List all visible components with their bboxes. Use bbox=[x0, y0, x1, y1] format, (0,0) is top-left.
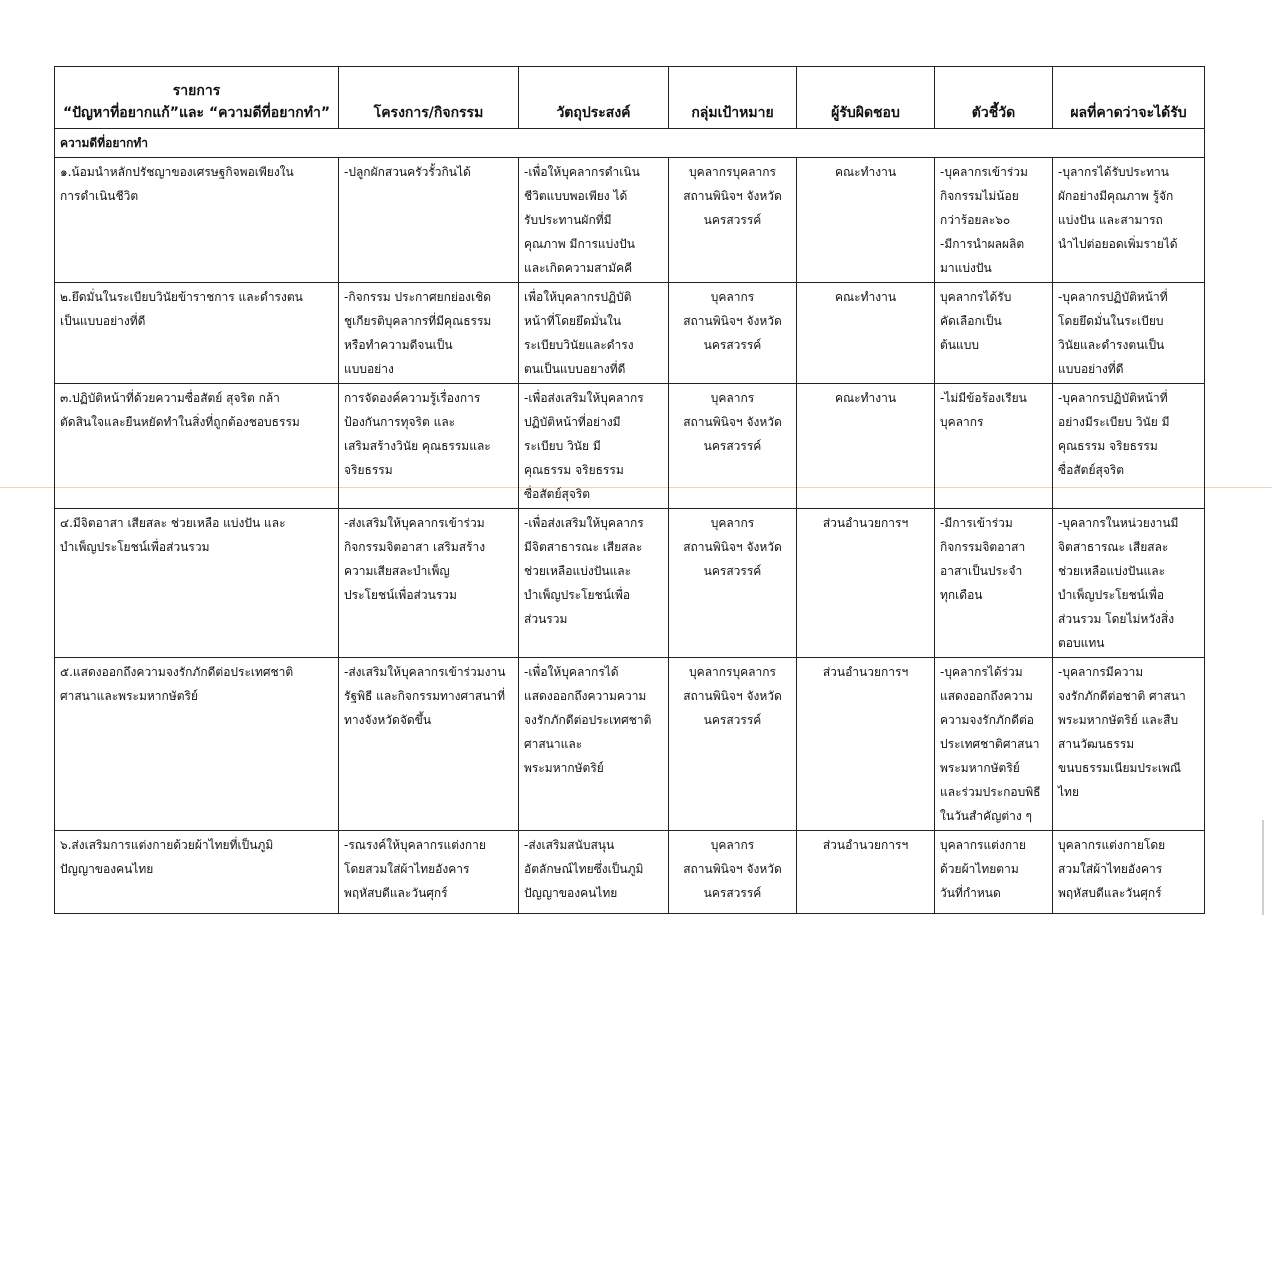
cell-item-text: ๕.แสดงออกถึงความจงรักภักดีต่อประเทศชาติ ศาสนาและพระมหากษัตริย์ bbox=[60, 665, 294, 703]
scan-edge-mark bbox=[1262, 820, 1264, 915]
cell-item bbox=[55, 658, 339, 831]
cell-objective-text: -เพื่อส่งเสริมให้บุคลากร มีจิตสาธารณะ เสียสละ ช่วยเหลือแบ่งปันและ บำเพ็ญประโยชน์เพื่อ ส่วนรวม bbox=[524, 516, 644, 626]
cell-responsible bbox=[797, 158, 935, 283]
cell-indicator-text: -บุคลากรได้ร่วม แสดงออกถึงความ ความจงรักภักดีต่อ ประเทศชาติศาสนา พระมหากษัตริย์ และร่วมประกอบพิธี ในวันสำคัญต่าง ๆ bbox=[940, 665, 1041, 823]
cell-project-text: -ส่งเสริมให้บุคลากรเข้าร่วมงาน รัฐพิธี และกิจกรรมทางศาสนาที่ ทางจังหวัดจัดขึ้น bbox=[344, 665, 506, 727]
cell-responsible bbox=[797, 283, 935, 384]
cell-responsible-text: ส่วนอำนวยการฯ bbox=[822, 516, 909, 530]
header-item-line1: รายการ bbox=[172, 83, 221, 99]
cell-objective bbox=[519, 831, 669, 914]
cell-project-text: -ส่งเสริมให้บุคลากรเข้าร่วม กิจกรรมจิตอาสา เสริมสร้าง ความเสียสละบำเพ็ญ ประโยชน์เพื่อส่วนรวม bbox=[344, 516, 486, 602]
cell-responsible bbox=[797, 831, 935, 914]
cell-objective bbox=[519, 658, 669, 831]
cell-item-text: ๓.ปฏิบัติหน้าที่ด้วยความซื่อสัตย์ สุจริต กล้า ตัดสินใจและยืนหยัดทำในสิ่งที่ถูกต้องชอบธรรม bbox=[60, 391, 300, 429]
cell-item bbox=[55, 831, 339, 914]
cell-responsible-text: คณะทำงาน bbox=[834, 165, 897, 179]
cell-expected-text: บุคลากรแต่งกายโดย สวมใส่ผ้าไทยอังคาร พฤหัสบดีและวันศุกร์ bbox=[1058, 838, 1166, 900]
table-row bbox=[55, 283, 1205, 384]
cell-target bbox=[669, 509, 797, 658]
header-indicator: ตัวชี้วัด bbox=[935, 67, 1053, 129]
cell-indicator bbox=[935, 831, 1053, 914]
cell-item bbox=[55, 158, 339, 283]
section-row bbox=[55, 129, 1205, 158]
cell-objective-text: เพื่อให้บุคลากรปฏิบัติ หน้าที่โดยยึดมั่นใน ระเบียบวินัยและดำรง ตนเป็นแบบอยางที่ดี bbox=[524, 290, 634, 376]
cell-expected bbox=[1053, 658, 1205, 831]
cell-objective bbox=[519, 158, 669, 283]
cell-objective bbox=[519, 384, 669, 509]
cell-responsible bbox=[797, 509, 935, 658]
cell-objective bbox=[519, 509, 669, 658]
cell-item-text: ๑.น้อมนำหลักปรัชญาของเศรษฐกิจพอเพียงใน การดำเนินชีวิต bbox=[60, 165, 294, 203]
header-item-line2: “ปัญหาที่อยากแก้”และ “ความดีที่อยากทำ” bbox=[62, 105, 331, 121]
cell-indicator bbox=[935, 384, 1053, 509]
cell-target bbox=[669, 384, 797, 509]
cell-project bbox=[339, 158, 519, 283]
cell-expected bbox=[1053, 831, 1205, 914]
header-expected: ผลที่คาดว่าจะได้รับ bbox=[1053, 67, 1205, 129]
cell-target-text: บุคลากรบุคลากร สถานพินิจฯ จังหวัด นครสวรรค์ bbox=[683, 165, 782, 227]
cell-target bbox=[669, 283, 797, 384]
cell-objective-text: -เพื่อให้บุคลากรได้ แสดงออกถึงความความ จงรักภักดีต่อประเทศชาติ ศาสนาและ พระมหากษัตริย์ bbox=[524, 665, 652, 775]
cell-expected bbox=[1053, 158, 1205, 283]
table-row bbox=[55, 158, 1205, 283]
header-responsible: ผู้รับผิดชอบ bbox=[797, 67, 935, 129]
cell-indicator bbox=[935, 283, 1053, 384]
cell-expected bbox=[1053, 283, 1205, 384]
cell-target-text: บุคลากร สถานพินิจฯ จังหวัด นครสวรรค์ bbox=[683, 290, 782, 352]
cell-objective bbox=[519, 283, 669, 384]
cell-indicator-text: บุคลากรแต่งกาย ด้วยผ้าไทยตาม วันที่กำหนด bbox=[940, 838, 1026, 900]
cell-project-text: -ปลูกผักสวนครัวรั้วกินได้ bbox=[344, 165, 471, 179]
cell-item-text: ๒.ยึดมั่นในระเบียบวินัยข้าราชการ และดำรงตน เป็นแบบอย่างที่ดี bbox=[60, 290, 303, 328]
cell-indicator-text: บุคลากรได้รับ คัดเลือกเป็น ต้นแบบ bbox=[940, 290, 1012, 352]
cell-expected bbox=[1053, 384, 1205, 509]
cell-project-text: -รณรงค์ให้บุคลากรแต่งกาย โดยสวมใส่ผ้าไทยอังคาร พฤหัสบดีและวันศุกร์ bbox=[344, 838, 486, 900]
cell-project-text: การจัดองค์ความรู้เรื่องการ ป้องกันการทุจริต และ เสริมสร้างวินัย คุณธรรมและ จริยธรรม bbox=[344, 391, 491, 477]
cell-item bbox=[55, 283, 339, 384]
cell-target bbox=[669, 658, 797, 831]
cell-indicator bbox=[935, 158, 1053, 283]
cell-target bbox=[669, 158, 797, 283]
table-row bbox=[55, 831, 1205, 914]
cell-responsible-text: คณะทำงาน bbox=[834, 290, 897, 304]
cell-responsible bbox=[797, 384, 935, 509]
cell-target-text: บุคลากร สถานพินิจฯ จังหวัด นครสวรรค์ bbox=[683, 516, 782, 578]
header-objective: วัตถุประสงค์ bbox=[519, 67, 669, 129]
cell-indicator-text: -ไม่มีข้อร้องเรียน บุคลากร bbox=[940, 391, 1027, 429]
cell-item-text: ๖.ส่งเสริมการแต่งกายด้วยผ้าไทยที่เป็นภูมิ ปัญญาของคนไทย bbox=[60, 838, 274, 876]
cell-responsible bbox=[797, 658, 935, 831]
table-row bbox=[55, 658, 1205, 831]
section-title: ความดีที่อยากทำ bbox=[55, 129, 1205, 158]
cell-project bbox=[339, 283, 519, 384]
header-row bbox=[55, 67, 1205, 129]
header-item bbox=[55, 67, 339, 129]
cell-target bbox=[669, 831, 797, 914]
cell-indicator bbox=[935, 658, 1053, 831]
cell-indicator-text: -บุคลากรเข้าร่วม กิจกรรมไม่น้อย กว่าร้อยละ๖๐ -มีการนำผลผลิต มาแบ่งปัน bbox=[940, 165, 1028, 275]
cell-target-text: บุคลากร สถานพินิจฯ จังหวัด นครสวรรค์ bbox=[683, 391, 782, 453]
cell-expected-text: -บุคลากรปฏิบัติหน้าที่ โดยยึดมั่นในระเบียบ วินัยและดำรงตนเป็น แบบอย่างที่ดี bbox=[1058, 290, 1168, 376]
cell-project bbox=[339, 658, 519, 831]
action-plan-table bbox=[54, 66, 1205, 914]
cell-expected-text: -บุคลากรในหน่วยงานมี จิตสาธารณะ เสียสละ ช่วยเหลือแบ่งปันและ บำเพ็ญประโยชน์เพื่อ ส่วนรวม โดยไม่หวังสิ่ง ตอบแทน bbox=[1058, 516, 1179, 650]
header-target: กลุ่มเป้าหมาย bbox=[669, 67, 797, 129]
cell-item bbox=[55, 384, 339, 509]
cell-target-text: บุคลากรบุคลากร สถานพินิจฯ จังหวัด นครสวรรค์ bbox=[683, 665, 782, 727]
cell-project-text: -กิจกรรม ประกาศยกย่องเชิด ชูเกียรติบุคลากรที่มีคุณธรรม หรือทำความดีจนเป็น แบบอย่าง bbox=[344, 290, 492, 376]
cell-objective-text: -เพื่อส่งเสริมให้บุคลากร ปฏิบัติหน้าที่อย่างมี ระเบียบ วินัย มี คุณธรรม จริยธรรม ซื่อสัตย์สุจริต bbox=[524, 391, 644, 501]
cell-indicator-text: -มีการเข้าร่วม กิจกรรมจิตอาสา อาสาเป็นประจำ ทุกเดือน bbox=[940, 516, 1026, 602]
table-row bbox=[55, 509, 1205, 658]
header-project: โครงการ/กิจกรรม bbox=[339, 67, 519, 129]
cell-objective-text: -เพื่อให้บุคลากรดำเนิน ชีวิตแบบพอเพียง ได้ รับประทานผักที่มี คุณภาพ มีการแบ่งปัน และเกิดความสามัคคี bbox=[524, 165, 640, 275]
table-row bbox=[55, 384, 1205, 509]
cell-item-text: ๔.มีจิตอาสา เสียสละ ช่วยเหลือ แบ่งปัน และ บำเพ็ญประโยชน์เพื่อส่วนรวม bbox=[60, 516, 286, 554]
cell-responsible-text: ส่วนอำนวยการฯ bbox=[822, 665, 909, 679]
cell-objective-text: -ส่งเสริมสนับสนุน อัตลักษณ์ไทยซึ่งเป็นภูมิ ปัญญาของคนไทย bbox=[524, 838, 644, 900]
cell-responsible-text: คณะทำงาน bbox=[834, 391, 897, 405]
cell-expected-text: -บุลากรได้รับประทาน ผักอย่างมีคุณภาพ รู้จัก แบ่งปัน และสามารถ นำไปต่อยอดเพิ่มรายได้ bbox=[1058, 165, 1178, 251]
cell-project bbox=[339, 384, 519, 509]
cell-target-text: บุคลากร สถานพินิจฯ จังหวัด นครสวรรค์ bbox=[683, 838, 782, 900]
cell-item bbox=[55, 509, 339, 658]
cell-responsible-text: ส่วนอำนวยการฯ bbox=[822, 838, 909, 852]
cell-project bbox=[339, 509, 519, 658]
cell-expected-text: -บุคลากรปฏิบัติหน้าที่ อย่างมีระเบียบ วินัย มี คุณธรรม จริยธรรม ซื่อสัตย์สุจริต bbox=[1058, 391, 1170, 477]
cell-expected-text: -บุคลากรมีความ จงรักภักดีต่อชาติ ศาสนา พระมหากษัตริย์ และสืบ สานวัฒนธรรม ขนบธรรมเนียมประเพณี ไทย bbox=[1058, 665, 1186, 799]
cell-indicator bbox=[935, 509, 1053, 658]
cell-expected bbox=[1053, 509, 1205, 658]
cell-project bbox=[339, 831, 519, 914]
